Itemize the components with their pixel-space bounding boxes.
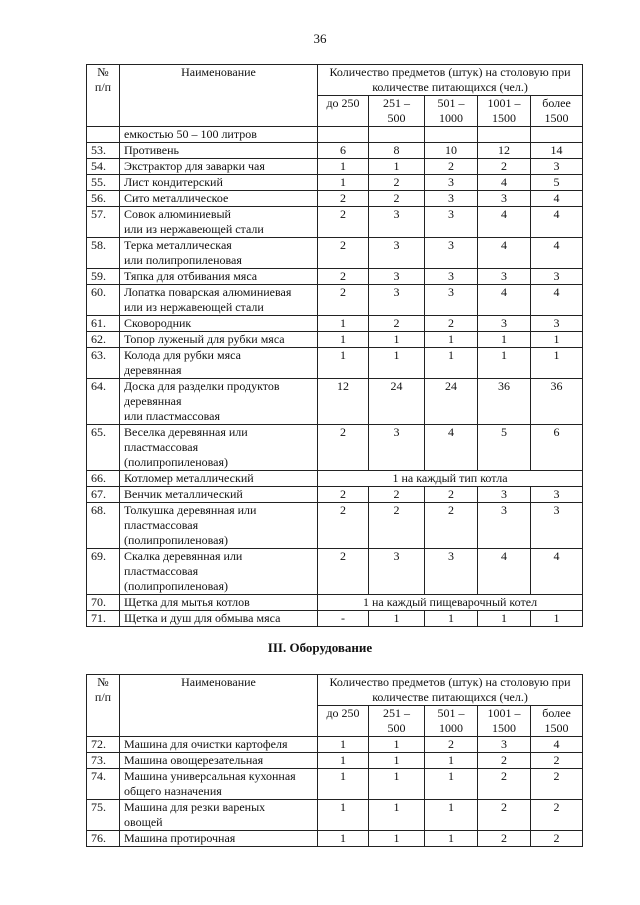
row-number: 66. xyxy=(87,471,120,487)
header-name: Наименование xyxy=(120,675,318,737)
row-number: 63. xyxy=(87,348,120,379)
table-row xyxy=(87,737,583,753)
quantity-cell: 2 xyxy=(478,159,531,175)
quantity-cell: 2 xyxy=(369,487,425,503)
quantity-cell: 36 xyxy=(478,379,531,425)
item-name: Щетка и душ для обмыва мяса xyxy=(120,611,318,627)
row-number: 73. xyxy=(87,753,120,769)
header-col-3: 501 – 1000 xyxy=(425,706,478,737)
equipment-table xyxy=(86,674,583,847)
table-row xyxy=(87,332,583,348)
quantity-cell: 2 xyxy=(369,316,425,332)
quantity-cell: 2 xyxy=(318,238,369,269)
table-row xyxy=(87,379,583,425)
item-name: емкостью 50 – 100 литров xyxy=(120,127,318,143)
quantity-cell: 1 xyxy=(318,348,369,379)
item-name: Терка металлическая или полипропиленовая xyxy=(120,238,318,269)
quantity-cell: 1 xyxy=(425,769,478,800)
item-name: Толкушка деревянная или пластмассовая (полипропиленовая) xyxy=(120,503,318,549)
quantity-cell: 1 xyxy=(318,753,369,769)
quantity-cell: 2 xyxy=(531,800,583,831)
quantity-cell xyxy=(318,127,369,143)
header-col-2: 251 – 500 xyxy=(369,706,425,737)
quantity-cell: 4 xyxy=(531,207,583,238)
row-number: 57. xyxy=(87,207,120,238)
quantity-cell: 3 xyxy=(425,175,478,191)
quantity-cell: 2 xyxy=(425,503,478,549)
item-name: Лист кондитерский xyxy=(120,175,318,191)
quantity-note: 1 на каждый пищеварочный котел xyxy=(318,595,583,611)
quantity-cell: 3 xyxy=(425,285,478,316)
quantity-cell: 4 xyxy=(531,549,583,595)
item-name: Котломер металлический xyxy=(120,471,318,487)
quantity-cell: 3 xyxy=(425,238,478,269)
quantity-cell: 1 xyxy=(369,332,425,348)
quantity-cell: 3 xyxy=(478,191,531,207)
row-number: 74. xyxy=(87,769,120,800)
item-name: Экстрактор для заварки чая xyxy=(120,159,318,175)
quantity-cell: 3 xyxy=(369,425,425,471)
row-number: 68. xyxy=(87,503,120,549)
row-number: 58. xyxy=(87,238,120,269)
header-col-2: 251 – 500 xyxy=(369,96,425,127)
quantity-cell: 3 xyxy=(369,238,425,269)
quantity-cell: 14 xyxy=(531,143,583,159)
quantity-cell: 1 xyxy=(531,332,583,348)
quantity-cell: 5 xyxy=(531,175,583,191)
quantity-cell: 4 xyxy=(478,175,531,191)
table-row xyxy=(87,191,583,207)
item-name: Машина овощерезательная xyxy=(120,753,318,769)
quantity-cell: 3 xyxy=(425,549,478,595)
quantity-cell: 2 xyxy=(478,769,531,800)
quantity-cell: 1 xyxy=(318,316,369,332)
quantity-cell: 10 xyxy=(425,143,478,159)
row-number: 54. xyxy=(87,159,120,175)
quantity-cell: 4 xyxy=(425,425,478,471)
row-number: 69. xyxy=(87,549,120,595)
quantity-cell xyxy=(369,127,425,143)
quantity-cell: 1 xyxy=(318,175,369,191)
item-name: Венчик металлический xyxy=(120,487,318,503)
quantity-cell: 4 xyxy=(531,737,583,753)
table-row xyxy=(87,238,583,269)
quantity-cell: 2 xyxy=(425,487,478,503)
quantity-cell: 24 xyxy=(425,379,478,425)
header-num: № п/п xyxy=(87,65,120,127)
item-name: Тяпка для отбивания мяса xyxy=(120,269,318,285)
quantity-cell: 1 xyxy=(369,800,425,831)
quantity-cell: 1 xyxy=(425,831,478,847)
quantity-cell: 1 xyxy=(531,348,583,379)
table-row xyxy=(87,285,583,316)
item-name: Сито металлическое xyxy=(120,191,318,207)
item-name: Колода для рубки мяса деревянная xyxy=(120,348,318,379)
page-number: 36 xyxy=(313,31,327,46)
quantity-cell: 3 xyxy=(531,503,583,549)
quantity-cell: 4 xyxy=(478,285,531,316)
quantity-cell: 1 xyxy=(478,611,531,627)
table-row xyxy=(87,127,583,143)
quantity-cell: 2 xyxy=(318,191,369,207)
table-row xyxy=(87,316,583,332)
quantity-cell: 3 xyxy=(425,269,478,285)
quantity-cell: 36 xyxy=(531,379,583,425)
quantity-note: 1 на каждый тип котла xyxy=(318,471,583,487)
header-quantity-group: Количество предметов (штук) на столовую при количестве питающихся (чел.) xyxy=(318,65,583,96)
quantity-cell: 2 xyxy=(369,503,425,549)
row-number xyxy=(87,127,120,143)
quantity-cell: 4 xyxy=(531,191,583,207)
header-col-5: более 1500 xyxy=(531,706,583,737)
quantity-cell: 2 xyxy=(318,207,369,238)
row-number: 60. xyxy=(87,285,120,316)
quantity-cell: 3 xyxy=(478,316,531,332)
item-name: Совок алюминиевый или из нержавеющей стали xyxy=(120,207,318,238)
quantity-cell: 3 xyxy=(425,207,478,238)
item-name: Машина для очистки картофеля xyxy=(120,737,318,753)
quantity-cell: 2 xyxy=(369,175,425,191)
quantity-cell xyxy=(531,127,583,143)
quantity-cell: 1 xyxy=(425,611,478,627)
utensils-table xyxy=(86,64,583,627)
quantity-cell: 1 xyxy=(369,753,425,769)
quantity-cell: 2 xyxy=(318,487,369,503)
quantity-cell: 5 xyxy=(478,425,531,471)
quantity-cell: 4 xyxy=(478,549,531,595)
quantity-cell: 1 xyxy=(531,611,583,627)
table-row xyxy=(87,503,583,549)
header-col-3: 501 – 1000 xyxy=(425,96,478,127)
quantity-cell: 3 xyxy=(531,316,583,332)
table-row xyxy=(87,175,583,191)
quantity-cell: 1 xyxy=(478,332,531,348)
quantity-cell: 3 xyxy=(531,269,583,285)
quantity-cell: 3 xyxy=(425,191,478,207)
row-number: 53. xyxy=(87,143,120,159)
quantity-cell: 3 xyxy=(369,549,425,595)
table-row xyxy=(87,549,583,595)
row-number: 55. xyxy=(87,175,120,191)
quantity-cell: 6 xyxy=(531,425,583,471)
quantity-cell xyxy=(425,127,478,143)
table-row xyxy=(87,800,583,831)
item-name: Сковородник xyxy=(120,316,318,332)
row-number: 72. xyxy=(87,737,120,753)
item-name: Машина универсальная кухонная общего назначения xyxy=(120,769,318,800)
item-name: Лопатка поварская алюминиевая или из нержавеющей стали xyxy=(120,285,318,316)
quantity-cell: 1 xyxy=(369,769,425,800)
quantity-cell: 1 xyxy=(318,159,369,175)
table-row xyxy=(87,348,583,379)
table-row xyxy=(87,487,583,503)
quantity-cell: 3 xyxy=(478,269,531,285)
table-row xyxy=(87,753,583,769)
table-row xyxy=(87,143,583,159)
quantity-cell: 2 xyxy=(425,159,478,175)
quantity-cell: 1 xyxy=(369,831,425,847)
quantity-cell: 2 xyxy=(425,316,478,332)
quantity-cell: 1 xyxy=(369,611,425,627)
item-name: Скалка деревянная или пластмассовая (полипропиленовая) xyxy=(120,549,318,595)
quantity-cell: 3 xyxy=(369,207,425,238)
quantity-cell: 12 xyxy=(478,143,531,159)
quantity-cell: 1 xyxy=(478,348,531,379)
row-number: 59. xyxy=(87,269,120,285)
quantity-cell: - xyxy=(318,611,369,627)
quantity-cell: 6 xyxy=(318,143,369,159)
quantity-cell: 1 xyxy=(318,332,369,348)
quantity-cell: 2 xyxy=(531,769,583,800)
row-number: 76. xyxy=(87,831,120,847)
quantity-cell: 1 xyxy=(369,348,425,379)
quantity-cell: 2 xyxy=(318,425,369,471)
table-row xyxy=(87,831,583,847)
quantity-cell: 1 xyxy=(318,800,369,831)
quantity-cell: 3 xyxy=(478,487,531,503)
row-number: 65. xyxy=(87,425,120,471)
quantity-cell: 1 xyxy=(425,348,478,379)
quantity-cell: 2 xyxy=(478,800,531,831)
quantity-cell: 3 xyxy=(478,737,531,753)
quantity-cell: 4 xyxy=(531,285,583,316)
item-name: Топор луженый для рубки мяса xyxy=(120,332,318,348)
item-name: Противень xyxy=(120,143,318,159)
item-name: Машина протирочная xyxy=(120,831,318,847)
quantity-cell: 2 xyxy=(318,503,369,549)
item-name: Машина для резки вареных овощей xyxy=(120,800,318,831)
quantity-cell: 1 xyxy=(318,737,369,753)
quantity-cell: 3 xyxy=(369,269,425,285)
header-col-1: до 250 xyxy=(318,96,369,127)
table-row xyxy=(87,611,583,627)
quantity-cell: 2 xyxy=(318,549,369,595)
quantity-cell xyxy=(478,127,531,143)
quantity-cell: 2 xyxy=(318,269,369,285)
quantity-cell: 1 xyxy=(425,332,478,348)
quantity-cell: 1 xyxy=(318,831,369,847)
quantity-cell: 3 xyxy=(531,487,583,503)
quantity-cell: 3 xyxy=(369,285,425,316)
quantity-cell: 2 xyxy=(425,737,478,753)
row-number: 56. xyxy=(87,191,120,207)
quantity-cell: 2 xyxy=(478,831,531,847)
table-row xyxy=(87,425,583,471)
row-number: 70. xyxy=(87,595,120,611)
quantity-cell: 4 xyxy=(478,238,531,269)
row-number: 75. xyxy=(87,800,120,831)
header-name: Наименование xyxy=(120,65,318,127)
header-num: № п/п xyxy=(87,675,120,737)
quantity-cell: 1 xyxy=(318,769,369,800)
table-row xyxy=(87,471,583,487)
quantity-cell: 3 xyxy=(531,159,583,175)
section-title: III. Оборудование xyxy=(267,640,373,655)
quantity-cell: 1 xyxy=(369,159,425,175)
row-number: 61. xyxy=(87,316,120,332)
quantity-cell: 4 xyxy=(531,238,583,269)
table-row xyxy=(87,159,583,175)
row-number: 64. xyxy=(87,379,120,425)
row-number: 62. xyxy=(87,332,120,348)
header-col-4: 1001 – 1500 xyxy=(478,96,531,127)
header-col-5: более 1500 xyxy=(531,96,583,127)
quantity-cell: 8 xyxy=(369,143,425,159)
quantity-cell: 3 xyxy=(478,503,531,549)
quantity-cell: 1 xyxy=(425,800,478,831)
quantity-cell: 1 xyxy=(369,737,425,753)
table-row xyxy=(87,769,583,800)
quantity-cell: 2 xyxy=(478,753,531,769)
item-name: Веселка деревянная или пластмассовая (полипропиленовая) xyxy=(120,425,318,471)
quantity-cell: 2 xyxy=(318,285,369,316)
quantity-cell: 2 xyxy=(531,753,583,769)
row-number: 67. xyxy=(87,487,120,503)
quantity-cell: 2 xyxy=(531,831,583,847)
quantity-cell: 1 xyxy=(425,753,478,769)
table-row xyxy=(87,207,583,238)
quantity-cell: 2 xyxy=(369,191,425,207)
item-name: Щетка для мытья котлов xyxy=(120,595,318,611)
table-row xyxy=(87,269,583,285)
quantity-cell: 12 xyxy=(318,379,369,425)
quantity-cell: 4 xyxy=(478,207,531,238)
item-name: Доска для разделки продуктов деревянная или пластмассовая xyxy=(120,379,318,425)
header-col-4: 1001 – 1500 xyxy=(478,706,531,737)
table-row xyxy=(87,595,583,611)
header-quantity-group: Количество предметов (штук) на столовую при количестве питающихся (чел.) xyxy=(318,675,583,706)
header-col-1: до 250 xyxy=(318,706,369,737)
quantity-cell: 24 xyxy=(369,379,425,425)
row-number: 71. xyxy=(87,611,120,627)
